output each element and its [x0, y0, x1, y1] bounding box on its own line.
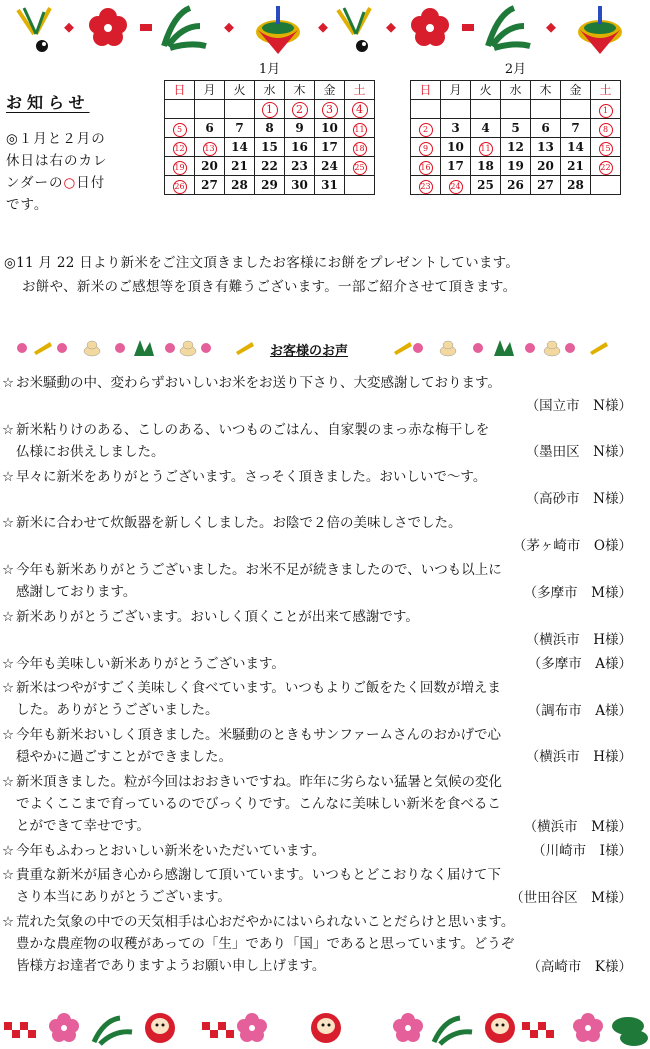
holiday-day-marker: 5 — [173, 123, 187, 137]
calendar-day-cell: 9 — [285, 119, 315, 138]
calendar-day-cell — [531, 100, 561, 119]
testimonial-line: でよくここまで育っているのでびっくりです。こんなに美味しい新米を食べるこ — [16, 795, 501, 812]
calendar-week-row — [165, 119, 375, 138]
calendar-day-cell: 17 — [315, 138, 345, 157]
testimonial-entry — [2, 606, 650, 648]
holiday-day-marker: 3 — [322, 102, 338, 118]
rice-note-line: お餅や、新米のご感想等を頂き有難うございます。一部ご紹介させて頂きます。 — [22, 279, 517, 295]
calendar-day-cell: 26 — [501, 176, 531, 195]
testimonial-line: さり本当にありがとうございます。 — [16, 889, 231, 906]
calendar-week-row — [165, 138, 375, 157]
calendar-day-cell: 7 — [561, 119, 591, 138]
testimonial-line: 新米に合わせて炊飯器を新しくしました。お陰で２倍の美味しさでした。 — [16, 515, 462, 532]
testimonial-entry — [2, 771, 650, 837]
calendar-day-cell: 20 — [531, 157, 561, 176]
rice-note — [4, 251, 650, 299]
holiday-day-marker: 2 — [419, 123, 433, 137]
calendar-day-cell: 6 — [531, 119, 561, 138]
testimonial-entry — [2, 419, 650, 463]
star-bullet-icon: ☆ — [2, 914, 15, 930]
holiday-note-line: 休日は右のカレ — [6, 153, 108, 169]
calendar-day-cell: 10 — [441, 138, 471, 157]
testimonial-entry — [2, 840, 650, 862]
calendar-day-cell: 27 — [195, 176, 225, 195]
calendar-header-row — [165, 81, 375, 100]
testimonial-signature: （横浜市 M様） — [523, 818, 632, 835]
holiday-day-marker: 8 — [599, 123, 613, 137]
plum-blossom-icon — [573, 1013, 603, 1042]
calendar-day-cell: 6 — [195, 119, 225, 138]
testimonial-line: 豊かな農産物の収穫があっての「生」であり「国」であると思っています。どうぞ — [16, 936, 515, 952]
holiday-day-marker: 25 — [353, 161, 367, 175]
notice-title: お知らせ — [6, 93, 90, 112]
calendar-day-cell — [561, 100, 591, 119]
testimonial-text — [2, 724, 650, 746]
testimonial-line: 早々に新米をありがとうございます。さっそく頂きました。おいしいで〜す。 — [16, 468, 487, 485]
testimonial-line: お米騒動の中、変わらずおいしいお米をお送り下さり、大変感謝しております。 — [16, 375, 501, 391]
holiday-note-text: ンダーの — [6, 175, 64, 191]
holiday-day-marker: 11 — [479, 142, 493, 156]
plum-blossom-icon — [237, 1013, 267, 1042]
calendar-day-cell — [591, 157, 621, 176]
testimonial-signature: （国立市 N様） — [525, 397, 632, 414]
calendar-day-cell — [195, 100, 225, 119]
testimonial-text — [2, 372, 650, 394]
star-bullet-icon: ☆ — [2, 562, 15, 579]
holiday-day-marker: 19 — [173, 161, 187, 175]
voice-section-title: お客様のお声 — [268, 340, 350, 359]
bottom-decoration-svg — [0, 1008, 650, 1049]
testimonial-text — [2, 419, 650, 441]
calendar-day-cell — [315, 100, 345, 119]
calendar-day-cell — [411, 157, 441, 176]
holiday-note-text: 日付 — [76, 175, 106, 191]
holiday-day-marker: 1 — [262, 102, 278, 118]
testimonial-signature: （茅ヶ崎市 O様） — [512, 537, 632, 554]
daruma-icon — [145, 1013, 175, 1043]
holiday-day-marker: 2 — [292, 102, 308, 118]
calendar-day-cell — [225, 100, 255, 119]
testimonial-line: 感謝しております。 — [16, 584, 137, 601]
calendar-day-cell — [165, 100, 195, 119]
calendar-week-row — [165, 100, 375, 119]
testimonial-line: 貴重な新米が届き心から感謝して頂いています。いつもとどこおりなく届けて下 — [16, 867, 501, 884]
calendar-day-cell: 20 — [195, 157, 225, 176]
calendar-week-row — [411, 100, 621, 119]
holiday-note-line: です。 — [6, 197, 49, 213]
holiday-day-marker: 16 — [419, 161, 433, 175]
calendar-day-cell — [345, 100, 375, 119]
testimonial-signature: （多摩市 M様） — [523, 584, 632, 601]
bottom-decoration-band — [0, 1008, 650, 1049]
plum-blossom-icon — [49, 1013, 79, 1042]
calendar-weekday-header: 日 — [411, 81, 441, 100]
calendar-day-cell — [345, 119, 375, 138]
calendar-weekday-header: 金 — [561, 81, 591, 100]
star-bullet-icon: ☆ — [2, 609, 15, 625]
calendar-day-cell: 14 — [561, 138, 591, 157]
testimonial-line: 皆様方お達者でありますようお願い申し上げます。 — [16, 958, 326, 974]
pine-branch-icon — [338, 8, 370, 52]
holiday-note-line: ◎１月と２月の — [6, 131, 106, 147]
calendar-day-cell: 10 — [315, 119, 345, 138]
calendar-day-cell: 19 — [501, 157, 531, 176]
calendar-day-cell: 28 — [225, 176, 255, 195]
plum-blossom-icon — [89, 8, 127, 46]
calendar-day-cell — [441, 100, 471, 119]
testimonial-line: 荒れた気象の中での天気相手は心おだやかにはいられないことだらけと思います。 — [16, 914, 515, 930]
testimonial-entry — [2, 864, 650, 908]
calendar-january — [164, 60, 375, 195]
testimonial-line: した。ありがとうございました。 — [16, 702, 219, 718]
calendar-weekday-header: 木 — [531, 81, 561, 100]
plum-blossom-icon — [393, 1013, 423, 1042]
holiday-note-line — [6, 172, 144, 194]
calendar-day-cell: 15 — [255, 138, 285, 157]
testimonial-line: 新米はつやがすごく美味しく食べています。いつもよりご飯をたく回数が増えま — [16, 680, 501, 696]
testimonial-signature: （墨田区 N様） — [525, 444, 632, 461]
calendar-week-row — [165, 157, 375, 176]
testimonial-text — [2, 606, 650, 628]
testimonial-text — [2, 559, 650, 581]
holiday-day-marker: 23 — [419, 180, 433, 194]
calendar-day-cell — [255, 100, 285, 119]
calendar-weekday-header: 月 — [441, 81, 471, 100]
holiday-day-marker: 9 — [419, 142, 433, 156]
star-bullet-icon: ☆ — [2, 421, 15, 438]
bamboo-icon — [164, 8, 206, 48]
testimonial-signature: （高砂市 N様） — [525, 491, 632, 508]
bamboo-icon — [434, 1018, 472, 1044]
testimonial-line: 今年もふわっとおいしい新米をいただいています。 — [16, 843, 326, 859]
testimonial-signature: （横浜市 H様） — [525, 631, 632, 648]
plum-blossom-icon — [411, 8, 449, 46]
testimonial-text — [2, 911, 650, 933]
calendar-day-cell: 16 — [285, 138, 315, 157]
calendar-day-cell — [165, 138, 195, 157]
star-bullet-icon: ☆ — [2, 375, 15, 391]
calendar-day-cell: 5 — [501, 119, 531, 138]
star-bullet-icon: ☆ — [2, 515, 15, 532]
top-decoration-svg — [0, 0, 650, 58]
calendar-header-row — [411, 81, 621, 100]
calendar-day-cell: 25 — [471, 176, 501, 195]
calendar-week-row — [411, 176, 621, 195]
star-bullet-icon: ☆ — [2, 680, 15, 696]
star-bullet-icon: ☆ — [2, 468, 15, 485]
holiday-day-marker: 15 — [599, 142, 613, 156]
calendar-weekday-header: 水 — [501, 81, 531, 100]
star-bullet-icon: ☆ — [2, 843, 15, 859]
testimonial-signature: （多摩市 A様） — [527, 655, 632, 672]
holiday-day-marker: 12 — [173, 142, 187, 156]
calendar-day-cell — [591, 119, 621, 138]
rice-note-line: ◎11 月 22 日より新米をご注文頂きましたお客様にお餅をプレゼントしています。 — [4, 255, 520, 271]
testimonial-line: とができて幸せです。 — [16, 817, 150, 834]
bamboo-icon — [488, 8, 530, 48]
calendar-february — [410, 60, 621, 195]
testimonial-line: 今年も美味しい新米ありがとうございます。 — [16, 655, 285, 672]
spinning-top-icon — [256, 6, 300, 54]
calendar-day-cell — [345, 138, 375, 157]
calendar-day-cell: 4 — [471, 119, 501, 138]
calendar-day-cell: 23 — [285, 157, 315, 176]
holiday-day-marker: 4 — [352, 102, 368, 118]
star-bullet-icon: ☆ — [2, 867, 15, 884]
testimonial-entry — [2, 653, 650, 675]
holiday-day-marker: 26 — [173, 180, 187, 194]
calendar-weekday-header: 火 — [225, 81, 255, 100]
calendar-week-row — [411, 157, 621, 176]
calendar-day-cell: 30 — [285, 176, 315, 195]
calendar-day-cell — [471, 138, 501, 157]
star-bullet-icon: ☆ — [2, 655, 15, 672]
calendar-day-cell — [345, 157, 375, 176]
spinning-top-icon — [578, 6, 622, 54]
calendar-weekday-header: 火 — [471, 81, 501, 100]
calendar-day-cell — [195, 138, 225, 157]
calendar-day-cell — [165, 176, 195, 195]
calendar-weekday-header: 日 — [165, 81, 195, 100]
calendar-day-cell — [411, 119, 441, 138]
testimonial-text — [2, 864, 650, 886]
calendar-day-cell — [345, 176, 375, 195]
testimonial-entry — [2, 724, 650, 768]
calendar-day-cell — [441, 176, 471, 195]
calendar-day-cell — [411, 138, 441, 157]
calendar-grid — [410, 80, 621, 195]
testimonial-text — [2, 793, 650, 815]
calendar-day-cell: 7 — [225, 119, 255, 138]
calendar-day-cell: 12 — [501, 138, 531, 157]
calendar-day-cell — [501, 100, 531, 119]
daruma-icon — [485, 1013, 515, 1043]
testimonial-signature: （世田谷区 M様） — [510, 889, 632, 906]
calendar-day-cell: 14 — [225, 138, 255, 157]
testimonial-text — [2, 466, 650, 488]
calendar-day-cell: 31 — [315, 176, 345, 195]
holiday-day-marker: 11 — [353, 123, 367, 137]
calendar-day-cell: 28 — [561, 176, 591, 195]
calendar-weekday-header: 水 — [255, 81, 285, 100]
testimonial-line: 穏やかに過ごすことができました。 — [16, 748, 232, 765]
testimonial-signature: （調布市 A様） — [527, 702, 632, 719]
testimonial-text — [2, 933, 650, 955]
testimonial-line: 新米頂きました。粒が今回はおおきいですね。昨年に劣らない猛暑と気候の変化 — [16, 773, 502, 790]
calendar-week-row — [165, 176, 375, 195]
calendar-day-cell — [591, 176, 621, 195]
calendar-day-cell — [471, 100, 501, 119]
calendar-weekday-header: 月 — [195, 81, 225, 100]
testimonial-text — [2, 677, 650, 699]
testimonial-entry — [2, 559, 650, 603]
holiday-day-marker: 22 — [599, 161, 613, 175]
testimonial-entry — [2, 466, 650, 508]
holiday-note — [6, 128, 144, 216]
calendar-day-cell: 22 — [255, 157, 285, 176]
calendar-grid — [164, 80, 375, 195]
testimonial-signature: （高崎市 K様） — [527, 959, 632, 976]
testimonial-line: 新米ありがとうございます。おいしく頂くことが出来て感謝です。 — [16, 609, 419, 625]
star-bullet-icon: ☆ — [2, 726, 15, 743]
calendar-day-cell — [591, 100, 621, 119]
calendar-day-cell: 27 — [531, 176, 561, 195]
calendar-day-cell: 17 — [441, 157, 471, 176]
holiday-day-marker: 18 — [353, 142, 367, 156]
calendar-day-cell: 3 — [441, 119, 471, 138]
calendar-weekday-header: 土 — [591, 81, 621, 100]
testimonial-text — [2, 771, 650, 793]
daruma-icon — [311, 1013, 341, 1043]
calendar-weekday-header: 木 — [285, 81, 315, 100]
calendar-day-cell — [165, 119, 195, 138]
calendar-day-cell — [165, 157, 195, 176]
top-decoration-band — [0, 0, 650, 58]
calendar-day-cell: 21 — [225, 157, 255, 176]
testimonial-line: 今年も新米ありがとうございました。お米不足が続きましたので、いつも以上に — [16, 562, 502, 579]
testimonial-line: 今年も新米おいしく頂きました。米騒動のときもサンファームさんのおかげで心 — [16, 726, 502, 743]
calendar-day-cell: 13 — [531, 138, 561, 157]
testimonial-line: 仏様にお供えしました。 — [16, 443, 165, 460]
circle-mark: ○ — [63, 175, 77, 191]
star-bullet-icon: ☆ — [2, 773, 15, 790]
testimonial-entry — [2, 911, 650, 977]
pine-icon — [612, 1017, 648, 1046]
testimonial-line: 新米粘りけのある、こしのある、いつものごはん、自家製のまっ赤な梅干しを — [16, 421, 490, 438]
calendar-day-cell — [285, 100, 315, 119]
calendar-day-cell — [411, 176, 441, 195]
calendar-week-row — [411, 138, 621, 157]
testimonial-entry — [2, 372, 650, 414]
testimonial-entry — [2, 677, 650, 721]
testimonial-signature: （横浜市 H様） — [525, 749, 632, 766]
calendar-day-cell: 18 — [471, 157, 501, 176]
bamboo-icon — [94, 1018, 132, 1044]
holiday-day-marker: 13 — [203, 142, 217, 156]
calendar-day-cell: 8 — [255, 119, 285, 138]
holiday-day-marker: 24 — [449, 180, 463, 194]
calendar-day-cell: 24 — [315, 157, 345, 176]
calendar-day-cell — [591, 138, 621, 157]
testimonial-signature: （川崎市 I様） — [532, 843, 632, 859]
calendar-weekday-header: 土 — [345, 81, 375, 100]
testimonial-text — [2, 512, 650, 534]
calendar-week-row — [411, 119, 621, 138]
holiday-day-marker: 1 — [599, 104, 613, 118]
calendar-day-cell: 29 — [255, 176, 285, 195]
calendar-day-cell: 21 — [561, 157, 591, 176]
calendar-month-label: 2月 — [504, 62, 527, 77]
calendar-month-label: 1月 — [258, 62, 281, 77]
calendar-weekday-header: 金 — [315, 81, 345, 100]
calendar-day-cell — [411, 100, 441, 119]
pine-branch-icon — [18, 8, 50, 52]
testimonial-entry — [2, 512, 650, 554]
